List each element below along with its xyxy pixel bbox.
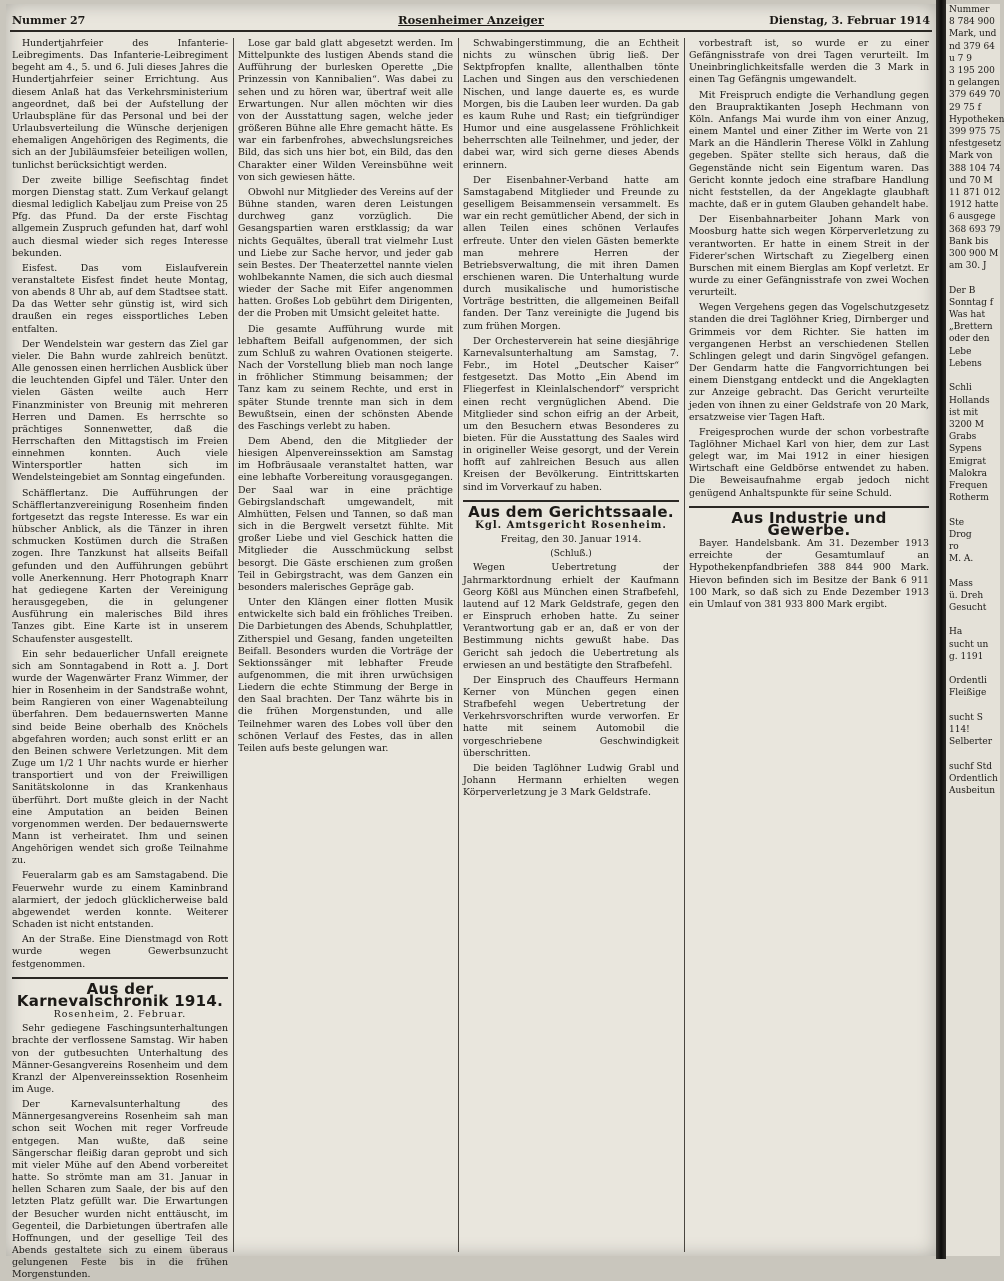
article-schwabing: Schwabingerstimmung, die an Echtheit nichts zu wünschen übrig ließ. Der Sektpfropfen knallte, allenthalben tönte Lachen und Singen aus den verschiedenen Nischen, und lange dauerte es, es wurde Morgen, bis die Lauben leer wurden. Da gab es kaum Ruhe und Rast; ein tiefgründiger Humor und eine ausgelassene Fröhlichkeit beherrschten alle Teilnehmer, und jeder, der dabei war, wird sich gerne dieses Abends erinnern. [463, 38, 679, 171]
adjacent-page-line: Nummer [949, 5, 990, 15]
adjacent-page-line [946, 565, 1000, 577]
adjacent-page-line: Ste [949, 517, 965, 528]
adjacent-page-line: Sypens [949, 444, 982, 455]
article-taglöhner: Die beiden Taglöhner Ludwig Grabl und Johann Hermann erhielten wegen Körperverletzung je 3 Mark Geldstrafe. [463, 762, 679, 799]
article-vorbestraft: vorbestraft ist, so wurde er zu einer Gefängnisstrafe von drei Tagen verurteilt. Im Uneinbringlichkeitsfalle werden die 3 Mark in einen Tag Gefängnis umgewandelt. [689, 38, 929, 86]
column-4 [689, 38, 929, 1252]
adjacent-page-line: Grabs [949, 432, 977, 443]
adjacent-page-line [946, 370, 1000, 382]
article-jahrmarkt: Wegen Uebertretung der Jahrmarktordnung erhielt der Kaufmann Georg Kößl aus München einen Strafbefehl, lautend auf 12 Mark Geldstrafe, gegen den er Einspruch erhoben hatte. Zu seiner Verantwortung gab er an, daß er von der Bestimmung nichts gewußt habe. Das Gericht sah jedoch die Uebertretung als erwiesen an und bestätigte den Strafbefehl. [463, 562, 679, 671]
adjacent-page-line: Gesucht [949, 602, 987, 613]
adjacent-page-line: ist mit [949, 407, 979, 418]
adjacent-page-line: oder den [949, 334, 990, 345]
adjacent-page-line: Drog [949, 529, 972, 540]
article-alpenverein-abend: Unter den Klängen einer flotten Musik entwickelte sich bald ein fröhliches Treiben. Die Darbietungen des Abends, Schuhplattler, Zitherspiel und Gesang, fanden ungeteilten Beifall. Besonders wurden die Vorträge der Sektionssänger mit lebhafter Freude aufgenommen, die mit ihren urwüchsigen Liedern die echte Stimmung der Berge in den Saal brachten. Der Tanz währte bis in die frühen Morgenstunden, und alle Teilnehmer waren des Lobes voll über den schönen Verlauf des Festes, das in allen Teilen aufs beste gelungen war. [238, 597, 453, 754]
gericht-heading: Aus dem Gerichtssaale. [463, 500, 679, 518]
article-regiment: Hundertjahrfeier des Infanterie-Leibregiments. Das Infanterie-Leibregiment begeht am 4., 5. und 6. Juli dieses Jahres die Hundertjahrfeier seiner Errichtung. Aus diesem Anlaß hat das Verkehrsministerium angeordnet, daß bei der Aufstellung der Urlaubspläne für das Personal und bei der Urlaubsverteilung die Wünsche derjenigen ehemaligen Angehörigen des Regiments, die sich an der Jubiläumsfeier beteiligen wollen, tunlichst berücksichtigt werden. [12, 38, 228, 171]
karneval-heading: Aus der Karnevalschronik 1914. [12, 977, 228, 1007]
article-karneval-intro: Sehr gediegene Faschingsunterhaltungen brachte der verflossene Samstag. Wir haben von der gutbesuchten Unterhaltung des Männer-Gesangvereins Rosenheim und dem Kranzl der Alpenvereinssektion Rosenheim im Auge. [12, 1023, 228, 1095]
article-orchesterverein: Der Orchesterverein hat seine diesjährige Karnevalsunterhaltung am Samstag, 7. Febr., im Hotel „Deutscher Kaiser“ festgesetzt. Das Motto „Ein Abend im Fliegerfest in Kleinlalschendorf“ verspricht einen recht vergnüglichen Abend. Die Mitglieder sind schon eifrig an der Arbeit, um den Besuchern etwas Besonderes zu bieten. Für die Ausstattung des Saales wird in origineller Weise gesorgt, und der Verein hofft auf zahlreichen Besuch aus allen Kreisen der Bevölkerung. Eintrittskarten sind im Vorverkauf zu haben. [463, 335, 679, 493]
adjacent-page-line [946, 700, 1000, 712]
gericht-court: Kgl. Amtsgericht Rosenheim. [475, 519, 667, 531]
adjacent-page-line: Malokra [949, 468, 987, 479]
adjacent-page-line [946, 748, 1000, 760]
adjacent-page-line [946, 614, 1000, 626]
adjacent-page-line: Rotherm [949, 493, 989, 504]
adjacent-page-line [946, 663, 1000, 675]
adjacent-page-line: Der B [949, 285, 976, 296]
adjacent-page-line: am 30. J [949, 261, 987, 272]
article-strasse: An der Straße. Eine Dienstmagd von Rott wurde wegen Gewerbsunzucht festgenommen. [12, 934, 228, 970]
article-chauffeur: Der Einspruch des Chauffeurs Hermann Kerner von München gegen einen Strafbefehl wegen Uebertretung der Verkehrsvorschriften wurde verworfen. Er hatte mit seinem Automobil die vorgeschriebene Geschwindigkeit überschritten. [463, 674, 679, 759]
adjacent-page-line [946, 504, 1000, 516]
adjacent-page-line: nd 379 64 [949, 41, 995, 52]
adjacent-page-line: 114! [949, 724, 970, 735]
adjacent-page-line: 6 ausgege [949, 212, 996, 223]
article-operette: Lose gar bald glatt abgesetzt werden. Im Mittelpunkte des lustigen Abends stand die Aufführung der burlesken Operette „Die Prinzessin von Kannibalien“. Was dabei zu sehen und zu hören war, übertraf weit alle Erwartungen. Nur allen möchten wir dies von der Ausstattung sagen, welche jeder größeren Bühne alle Ehre gemacht hätte. Es war ein farbenfrohes, abwechslungsreiches Bild, das sich uns hier bot, ein Bild, das den Charakter einer Wilden Vereinsbühne weit von sich gewiesen hätte. [238, 38, 453, 183]
adjacent-page-line: Lebe [949, 346, 972, 357]
article-operette-leistungen: Obwohl nur Mitglieder des Vereins auf der Bühne standen, waren deren Leistungen durchweg ganz vorzüglich. Die Gesangspartien waren erstklassig; da war nichts Gequältes, überall trat vielmehr Lust und Liebe zur Sache hervor, und jeder gab sein Bestes. Der Theaterzettel nannte vielen wohlbekannte Namen, die sich auch diesmal wieder der Sache mit Eifer angenommen hatten. Großes Lob gebührt dem Dirigenten, der die Proben mit Umsicht geleitet hatte. [238, 186, 453, 320]
adjacent-page-line: 388 104 74 [949, 163, 1001, 174]
book-gutter [936, 0, 946, 1259]
gericht-date: Freitag, den 30. Januar 1914. [500, 534, 642, 546]
issue-date: Dienstag, 3. Februar 1914 [769, 14, 930, 27]
adjacent-page-line: Ha [949, 627, 963, 638]
column-divider [458, 38, 459, 1252]
adjacent-page-line: ro [949, 541, 959, 552]
adjacent-page-line: „Brettern [949, 322, 993, 333]
adjacent-page-line: Hypotheken [949, 114, 1004, 125]
adjacent-page-line: 3 195 200 [949, 66, 995, 77]
adjacent-page-line: Schli [949, 383, 972, 394]
publication-title: Rosenheimer Anzeiger [398, 13, 544, 27]
adjacent-page-line: g. 1191 [949, 651, 984, 662]
article-feueralarm: Feueralarm gab es am Samstagabend. Die Feuerwehr wurde zu einem Kaminbrand alarmiert, der jedoch glücklicherweise bald abgewendet werden konnte. Weiterer Schaden ist nicht entstanden. [12, 870, 228, 931]
article-eisenbahnarbeiter: Der Eisenbahnarbeiter Johann Mark von Moosburg hatte sich wegen Körperverletzung zu verantworten. Er hatte in einem Streit in der Fiderer'schen Wirtschaft zu Ziegelberg einen Burschen mit einem Bierglas am Kopf verletzt. Er wurde zu einer Gefängnisstrafe von zwei Wochen verurteilt. [689, 214, 929, 299]
column-3 [463, 38, 679, 1252]
adjacent-page-line: Lebens [949, 358, 982, 369]
article-schaefflertanz: Schäfflertanz. Die Aufführungen der Schäfflertanzvereinigung Rosenheim finden fortgesetzt das regste Interesse. Es war ein hübscher Anblick, als die Tänzer in ihren schmucken Kostümen durch die Straßen zogen. Ihre Tanzkunst hat allseits Beifall gefunden und den Aufführungen gebührt volle Anerkennung. Herr Photograph Knarr hat gediegene Karten der Vereinigung herausgegeben, die in gelungener Ausführung ein malerisches Bild ihres Tanzes gibt. Eine Karte ist in unserem Schaufenster ausgestellt. [12, 487, 228, 645]
adjacent-page-line: Mass [949, 578, 973, 589]
adjacent-page-line: Mark von [949, 151, 993, 162]
article-vogelschutz: Wegen Vergehens gegen das Vogelschutzgesetz standen die drei Taglöhner Krieg, Dirnberger und Grimmeis vor dem Richter. Sie hatten im vergangenen Herbst an verschiedenen Stellen Schlingen gelegt und darin Singvögel gefangen. Der Gendarm hatte die Fangvorrichtungen bei einem Dienstgang entdeckt und die Angeklagten zur Anzeige gebracht. Das Gericht verurteilte jeden von ihnen zu einer Geldstrafe von 20 Mark, ersatzweise vier Tagen Haft. [689, 302, 929, 423]
adjacent-page-line: suchf Std [949, 761, 992, 772]
article-eisenbahner: Der Eisenbahner-Verband hatte am Samstagabend Mitglieder und Freunde zu geselligem Beisammensein versammelt. Es war ein recht gemütlicher Abend, der sich in allen Teilen eines schönen Verlaufes erfreute. Unter den vielen Gästen bemerkte man mehrere Herren der Betriebsverwaltung, die mit ihren Damen erschienen waren. Die Unterhaltung wurde durch musikalische und humoristische Vorträge bestritten, die allgemeinen Beifall fanden. Der Tanz vereinigte die Jugend bis zum frühen Morgen. [463, 174, 679, 332]
article-freispruch: Mit Freispruch endigte die Verhandlung gegen den Braupraktikanten Joseph Hechmann von Köln. Anfangs Mai wurde ihm von einer Anzug, einem Mantel und einer Zither im Werte von 21 Mark an die Händlerin Therese Völkl in Zahlung gegeben. Später stellte sich heraus, daß die Gegenstände nicht sein Eigentum waren. Das Gericht konnte jedoch eine strafbare Handlung nicht feststellen, da der Angeklagte glaubhaft machte, daß er in gutem Glauben gehandelt habe. [689, 89, 929, 211]
adjacent-page-line: sucht S [949, 712, 983, 723]
adjacent-page-line: Ordentli [949, 676, 987, 687]
adjacent-page-line: Mark, und [949, 29, 997, 40]
column-1 [12, 38, 228, 1281]
adjacent-page-line: 11 871 012 [949, 188, 1001, 199]
article-michael-karl: Freigesprochen wurde der schon vorbestrafte Taglöhner Michael Karl von hier, dem zur Last gelegt war, im Mai 1912 in einer hiesigen Wirtschaft eine Geldbörse entwendet zu haben. Die Beweisaufnahme ergab jedoch nicht genügend Anhaltspunkte für seine Schuld. [689, 426, 929, 499]
adjacent-page-line: Ordentlich [949, 773, 998, 784]
adjacent-page-line: 368 693 79 [949, 224, 1001, 235]
article-unfall: Ein sehr bedauerlicher Unfall ereignete sich am Sonntagabend in Rott a. J. Dort wurde der Wagenwärter Franz Wimmer, der hier in Rosenheim in der Sandstraße wohnt, beim Rangieren von einer Wagenabteilung überfahren. Dem bedauernswerten Manne sind beide Beine oberhalb des Knöchels abgefahren worden; auch sonst erlitt er an den Beinen schwere Verletzungen. Mit dem Zuge um 1/2 1 Uhr nachts wurde er hierher transportiert und von der Freiwilligen Sanitätskolonne in das Krankenhaus überführt. Dort mußte gleich in der Nacht eine Amputation an beiden Beinen vorgenommen werden. Der bedauernswerte Mann ist verheiratet. Ihm und seinen Angehörigen wendet sich große Teilnahme zu. [12, 648, 228, 867]
newspaper-page [6, 4, 936, 1281]
adjacent-page-line: 1912 hatte [949, 200, 999, 211]
article-fischtag: Der zweite billige Seefischtag findet morgen Dienstag statt. Zum Verkauf gelangt diesmal lediglich Kabeljau zum Preise von 25 Pfg. das Pfund. Da der erste Fischtag allgemein Zuspruch gefunden hat, darf wohl auch diesmal wieder sich reges Interesse bekunden. [12, 174, 228, 259]
adjacent-page-line: ü. Dreh [949, 590, 984, 601]
adjacent-page-line: Ausbeitun [949, 786, 996, 796]
adjacent-page-line: Fleißige [949, 688, 987, 699]
adjacent-page-line: Emigrat [949, 456, 987, 467]
adjacent-page-edge [946, 4, 1004, 1256]
article-eisfest: Eisfest. Das vom Eislaufverein veranstaltete Eisfest findet heute Montag, von abends 8 Uhr ab, auf dem Stadtsee statt. Da das Wetter sehr günstig ist, wird sich draußen ein reges eissportliches Leben entfalten. [12, 262, 228, 335]
column-divider [233, 38, 234, 1252]
adjacent-page-line: Was hat [949, 310, 986, 321]
adjacent-page-line: 300 900 M [949, 249, 999, 260]
adjacent-page-line: Sonntag f [949, 297, 994, 308]
column-2 [238, 38, 453, 1252]
adjacent-page-line: und 70 M [949, 175, 993, 186]
adjacent-page-line: sucht un [949, 639, 989, 650]
adjacent-page-line: 379 649 70 [949, 90, 1001, 101]
adjacent-page-line: Selberter [949, 737, 993, 748]
adjacent-page-line: Frequen [949, 480, 988, 491]
adjacent-page-line: 3200 M [949, 419, 984, 430]
adjacent-page-text [946, 4, 1004, 797]
page-header [10, 8, 932, 32]
adjacent-page-line: Bank bis [949, 236, 989, 247]
adjacent-page-line: 8 784 900 [949, 17, 995, 28]
adjacent-page-line: Hollands [949, 395, 990, 406]
adjacent-page-line: 29 75 f [949, 102, 981, 113]
article-alpenverein: Dem Abend, den die Mitglieder der hiesigen Alpenvereinssektion am Samstag im Hofbräusaale veranstaltet hatten, war eine lebhafte Vorbereitung vorausgegangen. Der Saal war in eine prächtige Gebirgslandschaft umgewandelt, mit Almhütten, Felsen und Tannen, so daß man sich in die Bergwelt versetzt fühlte. Mit großer Liebe und viel Geschick hatten die Mitglieder die Ausschmückung selbst besorgt. Die Gäste erschienen zum großen Teil in Gebirgstracht, was dem Ganzen ein besonders malerisches Gepräge gab. [238, 436, 453, 593]
adjacent-page-line [946, 272, 1000, 284]
adjacent-page-line: n gelangen [949, 78, 1000, 89]
gericht-continued: (Schluß.) [550, 549, 592, 560]
column-divider [684, 38, 685, 1252]
industrie-heading: Aus Industrie und Gewerbe. [689, 506, 929, 536]
adjacent-page-line: nfestgesetz [949, 139, 1002, 150]
issue-number: Nummer 27 [12, 14, 86, 27]
article-karneval-gesangverein: Der Karnevalsunterhaltung des Männergesangvereins Rosenheim sah man schon seit Wochen mit reger Vorfreude entgegen. Man wußte, daß seine Sängerschar fleißig daran geprobt und sich mit vieler Mühe auf den Abend vorbereitet hatte. So strömte man am 31. Januar in hellen Scharen zum Saale, der bis auf den letzten Platz gefüllt war. Die Erwartungen der Besucher wurden nicht enttäuscht, im Gegenteil, die Darbietungen übertrafen alle Hoffnungen, und der gesellige Teil des Abends gestaltete sich zu einem überaus gelungenen Feste bis in die frühen Morgenstunden. [12, 1099, 228, 1281]
karneval-dateline: Rosenheim, 2. Februar. [53, 1009, 187, 1021]
article-wendelstein: Der Wendelstein war gestern das Ziel gar vieler. Die Bahn wurde zahlreich benützt. Alle genossen einen herrlichen Ausblick über die leuchtenden Gipfel und Täler. Unter den vielen Gästen weilte auch Herr Finanzminister von Breunig mit mehreren Herren und Damen. Es herrschte so prächtiges Sonnenwetter, daß die Herrschaften den Mittagstisch im Freien einnehmen konnten. Auch viele Wintersportler hatten sich im Wendelsteingebiet am Sonntag eingefunden. [12, 338, 228, 484]
adjacent-page-line: 399 975 75 [949, 127, 1001, 138]
adjacent-page-line: M. A. [949, 554, 974, 565]
article-operette-schluss: Die gesamte Aufführung wurde mit lebhaftem Beifall aufgenommen, der sich zum Schluß zu wahren Ovationen steigerte. Nach der Vorstellung blieb man noch lange in fröhlicher Stimmung beisammen; der Tanz kam zu seinem Rechte, und erst in später Stunde trennte man sich in dem Bewußtsein, einen der schönsten Abende des Faschings verlebt zu haben. [238, 323, 453, 432]
article-handelsbank: Bayer. Handelsbank. Am 31. Dezember 1913 erreichte der Gesamtumlauf an Hypothekenpfandbriefen 388 844 900 Mark. Hievon befinden sich im Besitze der Bank 6 911 100 Mark, so daß sich zu Ende Dezember 1913 ein Umlauf von 381 933 800 Mark ergibt. [689, 538, 929, 610]
adjacent-page-line: u 7 9 [949, 53, 972, 64]
